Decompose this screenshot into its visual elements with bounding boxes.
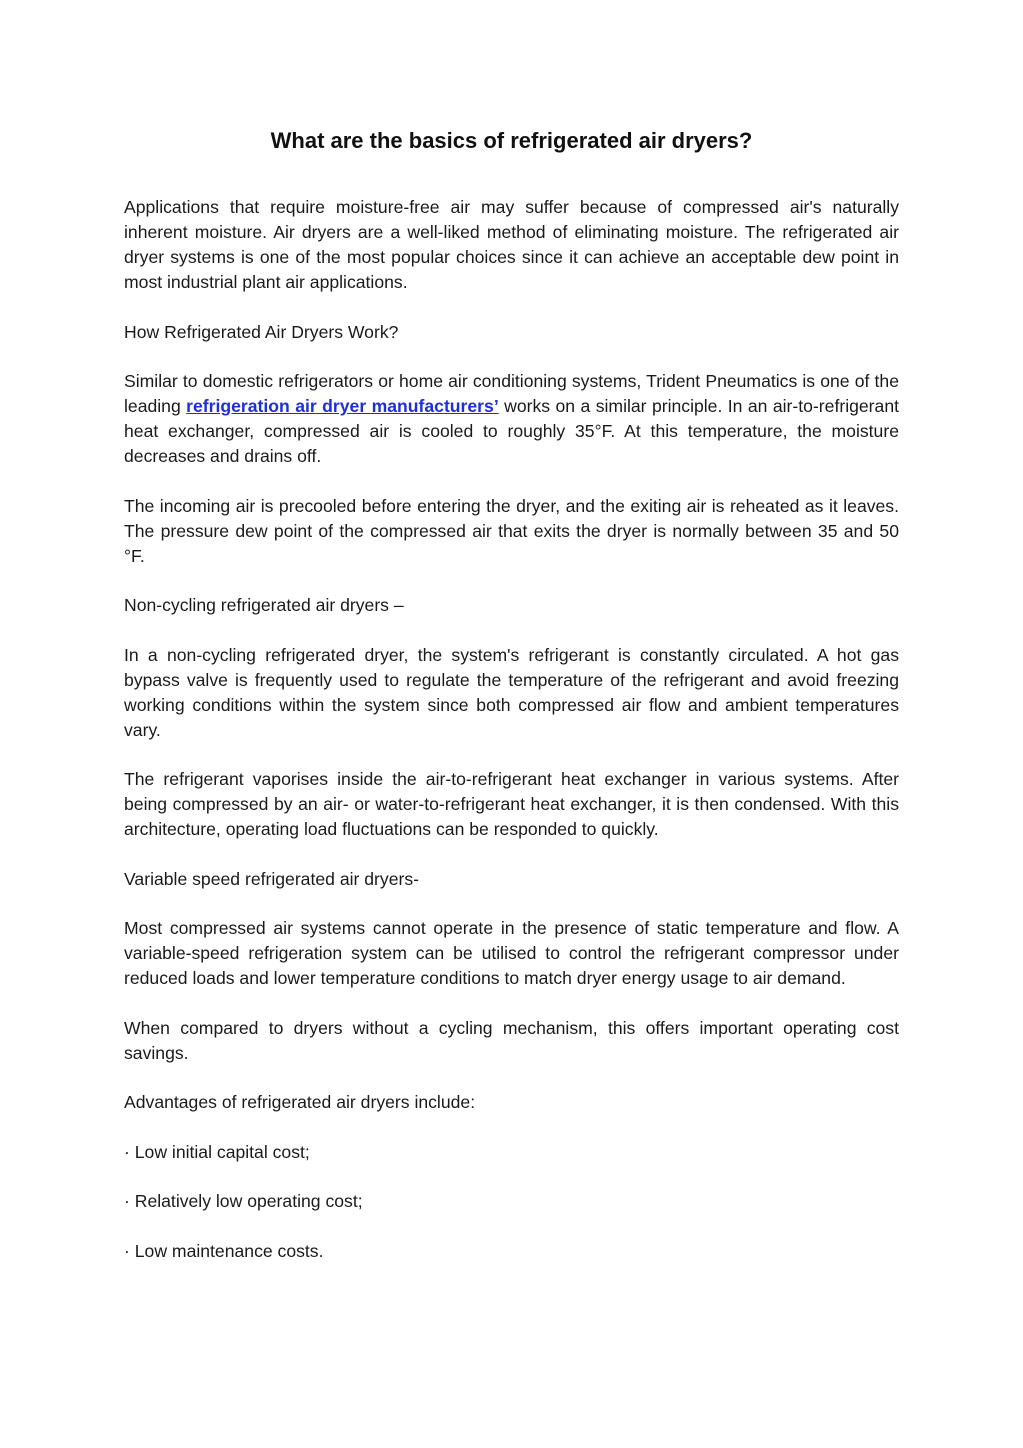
non-cycling-heading: Non-cycling refrigerated air dryers –: [124, 595, 404, 615]
variable-speed-paragraph: Most compressed air systems cannot operate in the presence of static temperature and flow. A variable-speed refrigeration system can be utilised to control the refrigerant compressor under reduced loads and lower temperature conditions to match dryer energy usage to air demand.: [124, 918, 899, 988]
advantage-item: · Low initial capital cost;: [124, 1141, 310, 1162]
advantages-heading: Advantages of refrigerated air dryers include:: [124, 1092, 476, 1112]
document-body: [124, 124, 899, 1288]
non-cycling-paragraph: In a non-cycling refrigerated dryer, the system's refrigerant is constantly circulated. A hot gas bypass valve is frequently used to regulate the temperature of the refrigerant and avoid freezing working conditions within the system since both compressed air flow and ambient temperatures vary.: [124, 644, 899, 740]
advantage-item: · Relatively low operating cost;: [124, 1191, 363, 1211]
manufacturers-link[interactable]: refrigeration air dryer manufacturers’: [186, 396, 499, 416]
advantage-item: · Low maintenance costs.: [124, 1240, 324, 1261]
how-it-works-text-after-link: works on a similar principle. In an air-to-refrigerant heat exchanger, compressed air is cooled to roughly 35°F. At this temperature, the moisture decreases and drains off.: [124, 396, 899, 466]
precool-paragraph: The incoming air is precooled before entering the dryer, and the exiting air is reheated as it leaves. The pressure dew point of the compressed air that exits the dryer is normally between 35 and 50 °F.: [124, 495, 899, 566]
how-it-works-paragraph: [124, 369, 899, 469]
cycling-savings-paragraph: When compared to dryers without a cycling mechanism, this offers important operating cost savings.: [124, 1017, 899, 1063]
how-it-works-heading: How Refrigerated Air Dryers Work?: [124, 321, 399, 342]
vaporise-paragraph: The refrigerant vaporises inside the air-to-refrigerant heat exchanger in various systems. After being compressed by an air- or water-to-refrigerant heat exchanger, it is then condensed. With this architecture, operating load fluctuations can be responded to quickly.: [124, 769, 899, 839]
intro-paragraph: Applications that require moisture-free air may suffer because of compressed air's naturally inherent moisture. Air dryers are a well-liked method of eliminating moisture. The refrigerated air dryer systems is one of the most popular choices since it can achieve an acceptable dew point in most industrial plant air applications.: [124, 197, 899, 292]
how-it-works-text-before-link: Similar to domestic refrigerators or home air conditioning systems, Trident Pneumatics is one of the leading: [124, 371, 899, 416]
variable-speed-heading: Variable speed refrigerated air dryers-: [124, 868, 419, 889]
page-title: What are the basics of refrigerated air dryers?: [270, 128, 753, 153]
